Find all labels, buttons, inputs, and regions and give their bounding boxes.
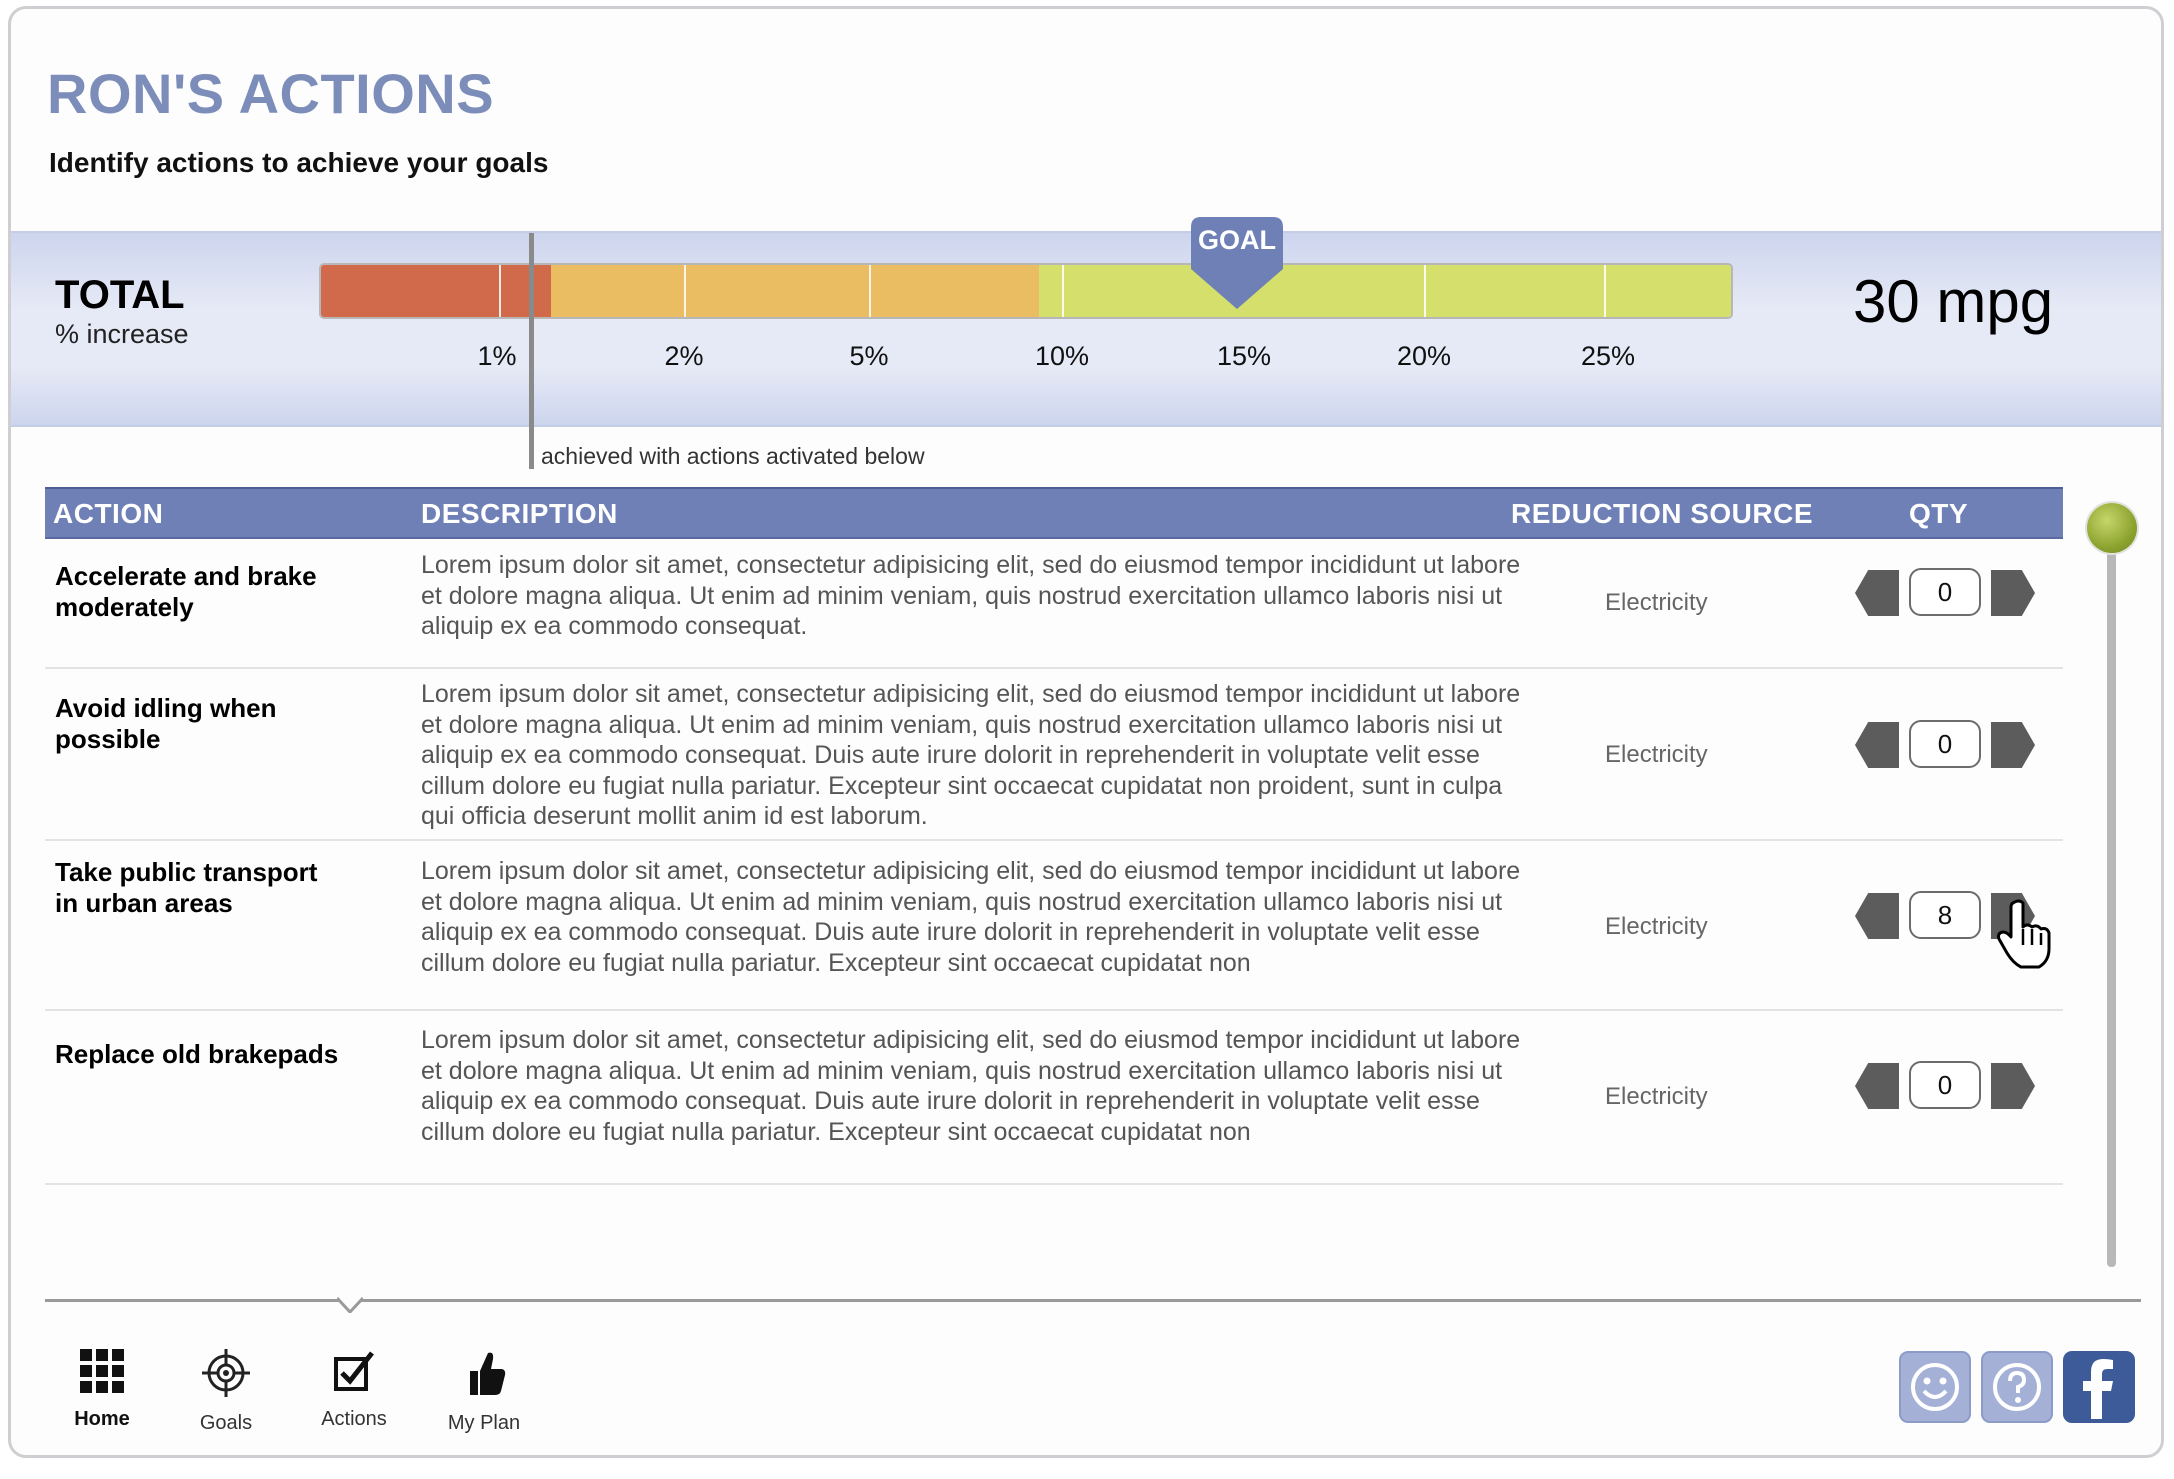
decrement-button[interactable]: [1855, 893, 1899, 939]
help-button[interactable]: [1981, 1351, 2053, 1423]
tick-label: 1%: [477, 341, 517, 371]
tick-label: 15%: [1216, 341, 1272, 371]
table-row: [45, 841, 2063, 1011]
nav-label: Actions: [321, 1408, 387, 1430]
total-band: [11, 231, 2164, 427]
mpg-value: 30 mpg: [1853, 268, 2054, 335]
tick-label: 10%: [1034, 341, 1090, 371]
quantity-value[interactable]: 0: [1909, 568, 1981, 616]
decrement-button[interactable]: [1855, 1063, 1899, 1109]
facebook-icon: [2071, 1355, 2127, 1419]
checkbox-icon: [330, 1347, 378, 1395]
tick-label: 5%: [849, 341, 889, 371]
tick-line: [1604, 265, 1606, 317]
quantity-value[interactable]: 0: [1909, 720, 1981, 768]
tick-line: [684, 265, 686, 317]
action-description: Lorem ipsum dolor sit amet, consectetur adipisicing elit, sed do eiusmod tempor incididunt ut labore et dolore magna aliqua. Ut enim ad minim veniam, quis nostrud exercitation ullamco laboris nisi ut aliquip ex ea commodo consequat. Duis aute irure dolorit in reprehenderit in voluptate velit esse cillum dolore eu fugiat nulla pariatur. Excepteur sint occaecat cupidatat non: [421, 857, 1521, 977]
nav-my-plan[interactable]: [429, 1347, 539, 1435]
tick-label: 2%: [664, 341, 704, 371]
feedback-button[interactable]: [1899, 1351, 1971, 1423]
action-name: Avoid idling when possible: [55, 693, 277, 754]
pointer-hand-icon: [1995, 899, 2055, 971]
nav-label: Goals: [199, 1412, 253, 1434]
quantity-stepper: [1855, 568, 2035, 618]
scrollbar-track[interactable]: [2107, 509, 2116, 1267]
page-title: RON'S ACTIONS: [47, 62, 495, 125]
tick-line: [499, 265, 501, 317]
tick-line: [1424, 265, 1426, 317]
table-header: [45, 487, 2063, 539]
action-name: Take public transport in urban areas: [55, 857, 318, 918]
tick-label: 20%: [1396, 341, 1452, 371]
action-name: Accelerate and brake moderately: [55, 561, 317, 622]
action-description: Lorem ipsum dolor sit amet, consectetur adipisicing elit, sed do eiusmod tempor incididunt ut labore et dolore magna aliqua. Ut enim ad minim veniam, quis nostrud exercitation ullamco laboris nisi ut aliquip ex ea commodo consequat. Duis aute irure dolorit in reprehenderit in voluptate velit esse cillum dolore eu fugiat nulla pariatur. Excepteur sint occaecat cupidatat non: [421, 1026, 1521, 1146]
nav-home[interactable]: [47, 1347, 157, 1431]
nav-label: My Plan: [447, 1412, 521, 1434]
tick-line: [1062, 265, 1064, 317]
quantity-value[interactable]: 0: [1909, 1061, 1981, 1109]
total-label: TOTAL: [55, 273, 185, 317]
table-row: [45, 1011, 2063, 1185]
achieved-indicator: [529, 233, 534, 469]
help-icon: [1989, 1359, 2045, 1415]
nav-pointer-icon: [337, 1297, 363, 1313]
scrollbar-thumb[interactable]: [2087, 503, 2137, 553]
column-header-qty: QTY: [1909, 498, 1969, 529]
nav-label: Home: [74, 1408, 130, 1430]
decrement-button[interactable]: [1855, 722, 1899, 768]
column-header-reduction-source: REDUCTION SOURCE: [1511, 498, 1814, 529]
increment-button[interactable]: [1991, 722, 2035, 768]
quantity-value[interactable]: 8: [1909, 891, 1981, 939]
action-description: Lorem ipsum dolor sit amet, consectetur adipisicing elit, sed do eiusmod tempor incididunt ut labore et dolore magna aliqua. Ut enim ad minim veniam, quis nostrud exercitation ullamco laboris nisi ut aliquip ex ea commodo consequat.: [421, 551, 1521, 640]
quantity-stepper: [1855, 1061, 2035, 1111]
quantity-stepper: [1855, 720, 2035, 770]
action-name: Replace old brakepads: [55, 1039, 339, 1069]
tick-line: [869, 265, 871, 317]
increment-button[interactable]: [1991, 570, 2035, 616]
target-icon: [200, 1347, 252, 1399]
tick-label: 25%: [1580, 341, 1636, 371]
column-header-description: DESCRIPTION: [421, 498, 618, 529]
facebook-button[interactable]: [2063, 1351, 2135, 1423]
nav-goals[interactable]: [171, 1347, 281, 1435]
nav-actions[interactable]: [299, 1347, 409, 1431]
increment-button[interactable]: [1991, 1063, 2035, 1109]
reduction-source: Electricity: [1605, 913, 1708, 940]
thumbs-up-icon: [460, 1347, 508, 1399]
grid-icon: [78, 1347, 126, 1395]
progress-segment-green: [1039, 265, 1731, 317]
decrement-button[interactable]: [1855, 570, 1899, 616]
reduction-source: Electricity: [1605, 741, 1708, 768]
table-row: [45, 669, 2063, 841]
progress-segment-orange: [551, 265, 1039, 317]
app-window: [8, 6, 2164, 1458]
column-header-action: ACTION: [53, 498, 164, 529]
table-row: [45, 537, 2063, 669]
progress-segment-red: [321, 265, 551, 317]
goal-label: GOAL: [1198, 225, 1276, 255]
achieved-label: achieved with actions activated below: [541, 443, 925, 469]
smiley-icon: [1907, 1359, 1963, 1415]
reduction-source: Electricity: [1605, 1083, 1708, 1110]
total-sublabel: % increase: [55, 319, 189, 349]
page-subtitle: Identify actions to achieve your goals: [49, 147, 549, 178]
action-description: Lorem ipsum dolor sit amet, consectetur adipisicing elit, sed do eiusmod tempor incididunt ut labore et dolore magna aliqua. Ut enim ad minim veniam, quis nostrud exercitation ullamco laboris nisi ut aliquip ex ea commodo consequat. Duis aute irure dolorit in reprehenderit in voluptate velit esse cillum dolore eu fugiat nulla pariatur. Excepteur sint occaecat cupidatat non proident, sunt in culpa qui officia deserunt mollit anim id est laborum.: [421, 680, 1521, 830]
reduction-source: Electricity: [1605, 589, 1708, 616]
